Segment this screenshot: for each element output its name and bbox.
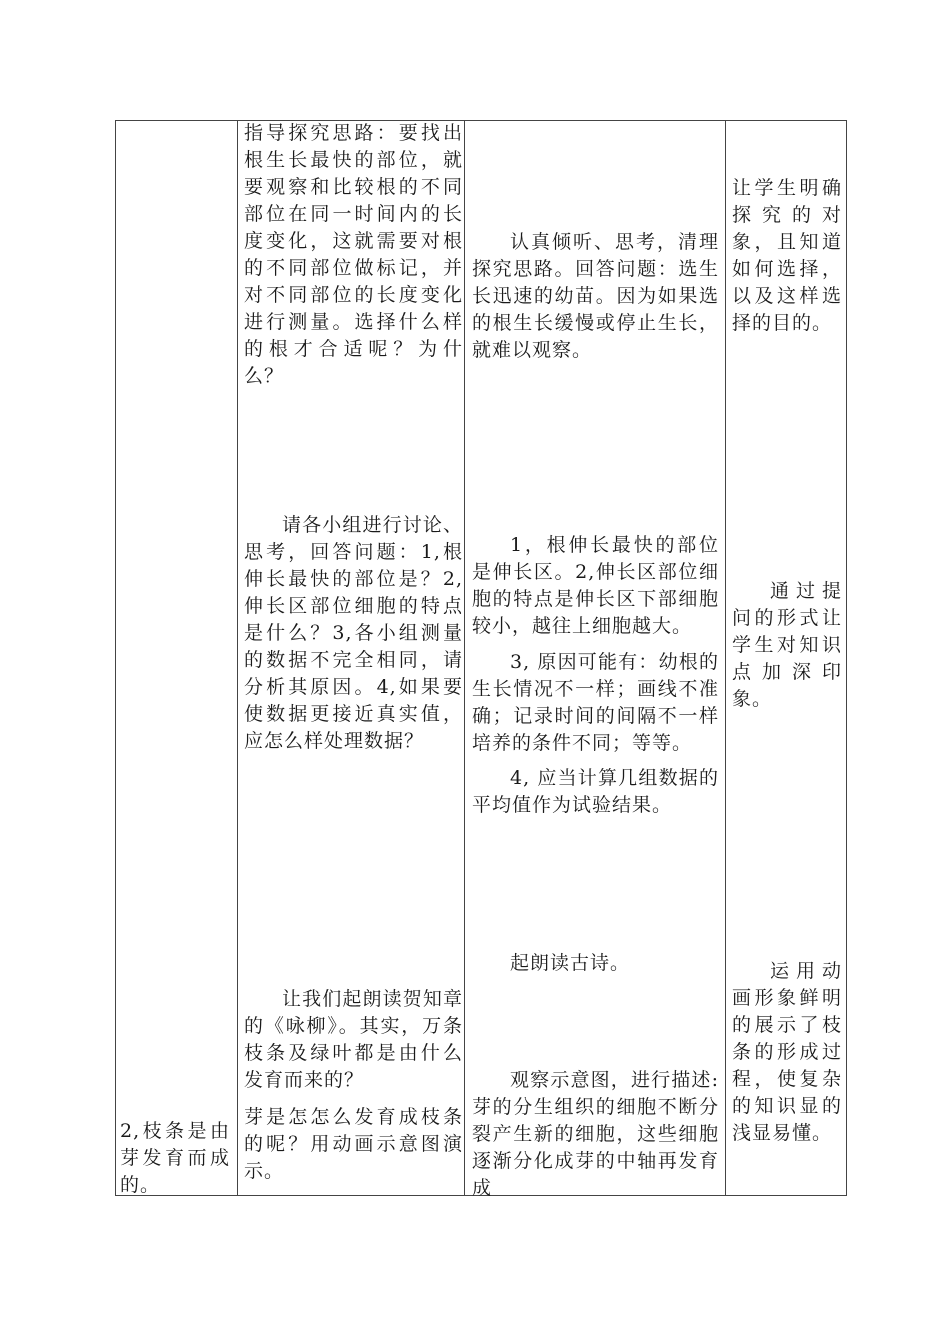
student-answer-3	[472, 649, 719, 757]
student-read-text: 起朗读古诗。	[510, 952, 631, 974]
teacher-discussion-cell	[244, 512, 463, 755]
column-divider	[464, 121, 465, 1195]
column-divider	[725, 121, 726, 1195]
teacher-guide-text: 指导探究思路：要找出根生长最快的部位，就要观察和比较根的不同部位在同一时间内的长度变化，这就需要对根的不同部位做标记，并对不同部位的长度变化进行测量。选择什么样的根才合适呢？为什么？	[244, 122, 463, 387]
student-answer-text: 3, 原因可能有：幼根的生长情况不一样；画线不准确；记录时间的间隔不一样培养的条件不同；等等。	[472, 651, 719, 754]
student-listen-text: 认真倾听、思考，清理探究思路。回答问题：选生长迅速的幼苗。因为如果选的根生长缓慢或停止生长，就难以观察。	[472, 231, 719, 361]
student-answer-text: 4, 应当计算几组数据的平均值作为试验结果。	[472, 767, 719, 816]
purpose-text: 运用动画形象鲜明的展示了枝条的形成过程，使复杂的知识显的浅显易懂。	[732, 960, 842, 1144]
student-observe-cell	[472, 1067, 719, 1202]
teacher-poem-text: 让我们起朗读贺知章的《咏柳》。其实，万条枝条及绿叶都是由什么发育而来的？	[244, 988, 463, 1091]
purpose-text: 让学生明确探究的对象，且知道如何选择，以及这样选择的目的。	[732, 177, 842, 334]
student-listen-cell	[472, 229, 719, 364]
student-answer-text: 1，根伸长最快的部位是伸长区。2,伸长区部位细胞的特点是伸长区下部细胞较小，越往上细胞越大。	[472, 534, 719, 637]
purpose-cell-1	[732, 175, 842, 337]
student-answer-1-2	[472, 532, 719, 640]
teacher-poem-cell	[244, 986, 463, 1094]
purpose-cell-3	[732, 958, 842, 1147]
teacher-guide-cell	[244, 120, 463, 390]
purpose-cell-2	[732, 578, 842, 713]
teacher-bud-text: 芽是怎怎么发育成枝条的呢？用动画示意图演示。	[244, 1106, 463, 1182]
column-divider	[237, 121, 238, 1195]
student-answer-4	[472, 765, 719, 819]
section-heading-text: 2,枝条是由芽发育而成的。	[120, 1120, 230, 1196]
student-read-cell	[472, 950, 719, 977]
teacher-discussion-text: 请各小组进行讨论、思考，回答问题：1,根伸长最快的部位是？2,伸长区部位细胞的特点是什么？3,各小组测量的数据不完全相同，请分析其原因。4,如果要使数据更接近真实值，应怎么样处理数据？	[244, 514, 463, 752]
purpose-text: 通过提问的形式让学生对知识点加深印象。	[732, 580, 842, 710]
teacher-bud-cell	[244, 1104, 463, 1185]
section-heading-item2	[120, 1118, 230, 1199]
student-observe-text: 观察示意图，进行描述:芽的分生组织的细胞不断分裂产生新的细胞，这些细胞逐渐分化成芽的中轴再发育成	[472, 1069, 719, 1199]
